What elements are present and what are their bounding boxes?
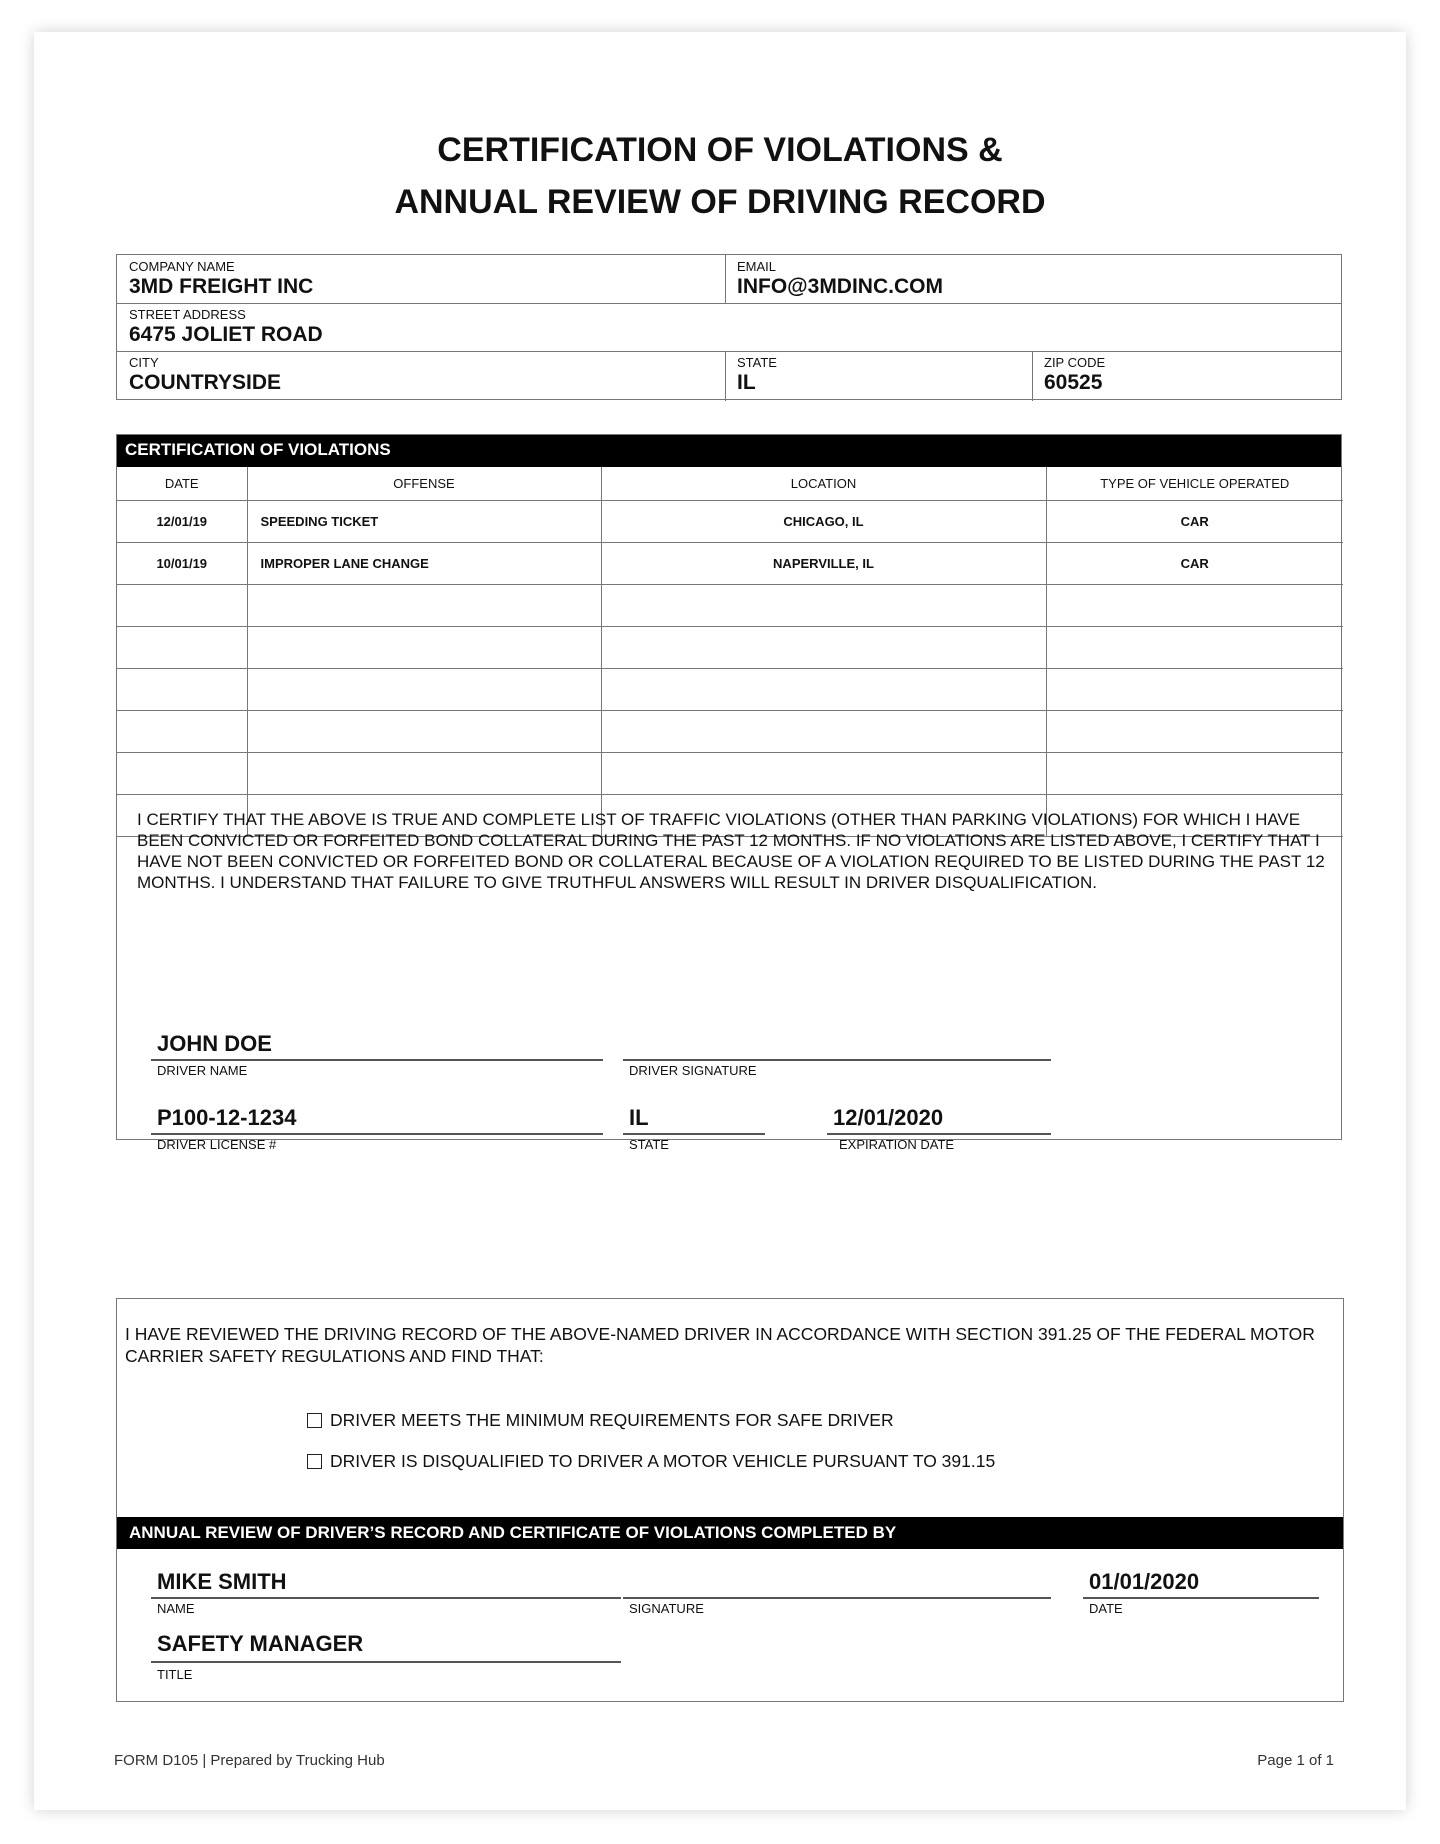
review-date-line [1083,1597,1319,1599]
review-statement: I HAVE REVIEWED THE DRIVING RECORD OF THE ABOVE-NAMED DRIVER IN ACCORDANCE WITH SECTION 391.25 OF THE FEDERAL MOTOR CARRIER SAFETY REGULATIONS AND FIND THAT: [125,1324,1315,1366]
driver-signature-line [623,1059,1051,1061]
date-cell[interactable] [117,711,247,753]
driver-name-label: DRIVER NAME [157,1063,248,1078]
completed-by-heading: ANNUAL REVIEW OF DRIVER’S RECORD AND CERTIFICATE OF VIOLATIONS COMPLETED BY [117,1517,1343,1549]
location-cell[interactable] [601,669,1046,711]
email-field[interactable] [725,255,1343,299]
safe-driver-checkbox[interactable] [307,1413,322,1428]
driver-license-value[interactable]: P100-12-1234 [157,1105,297,1130]
reviewer-title-label: TITLE [157,1667,193,1682]
driver-name-line [151,1059,603,1061]
offense-cell[interactable] [247,669,601,711]
company-info-box [116,254,1342,400]
zip-field[interactable] [1032,351,1343,395]
offense-cell[interactable] [247,585,601,627]
expiration-date-label: EXPIRATION DATE [839,1137,955,1152]
disqualified-option[interactable] [307,1450,995,1472]
location-cell[interactable] [601,753,1046,795]
street-address-field[interactable] [117,303,1343,347]
license-state-label: STATE [629,1137,669,1152]
state-field[interactable] [725,351,1032,395]
street-address-label: STREET ADDRESS [129,307,246,322]
violations-table [117,467,1343,837]
reviewer-signature-label: SIGNATURE [629,1601,704,1616]
license-state-value[interactable]: IL [629,1105,649,1130]
title-line-1: CERTIFICATION OF VIOLATIONS & [437,131,1003,169]
state-label: STATE [737,355,777,370]
column-header-location: LOCATION [601,467,1046,501]
company-name-field[interactable] [117,255,725,299]
zip-value: 60525 [1044,371,1103,394]
reviewer-name-label: NAME [157,1601,195,1616]
reviewer-title-line [151,1661,621,1663]
disqualified-checkbox[interactable] [307,1454,322,1469]
location-cell[interactable] [601,585,1046,627]
column-header-date: DATE [117,467,247,501]
driver-license-label: DRIVER LICENSE # [157,1137,277,1152]
city-field[interactable] [117,351,725,395]
table-row [117,711,1343,753]
date-cell[interactable] [117,627,247,669]
reviewer-signature-line[interactable] [623,1597,1051,1599]
footer-form-id: FORM D105 | Prepared by Trucking Hub [114,1752,385,1769]
offense-cell[interactable]: SPEEDING TICKET [247,501,601,543]
offense-cell[interactable] [247,711,601,753]
violations-heading: CERTIFICATION OF VIOLATIONS [117,435,1341,467]
driver-name-value[interactable]: JOHN DOE [157,1031,272,1056]
review-date-value[interactable]: 01/01/2020 [1089,1569,1200,1594]
state-value: IL [737,371,756,394]
vehicle-type-cell[interactable] [1046,711,1343,753]
form-page [34,32,1406,1810]
date-cell[interactable]: 10/01/19 [117,543,247,585]
safe-driver-option-label: DRIVER MEETS THE MINIMUM REQUIREMENTS FOR SAFE DRIVER [330,1410,894,1430]
violations-header-row [117,467,1343,501]
location-cell[interactable] [601,627,1046,669]
driver-signature-label: DRIVER SIGNATURE [629,1063,757,1078]
column-header-offense: OFFENSE [247,467,601,501]
street-address-value: 6475 JOLIET ROAD [129,323,323,346]
vehicle-type-cell[interactable] [1046,585,1343,627]
driver-license-line [151,1133,603,1135]
table-row [117,501,1343,543]
expiration-date-value[interactable]: 12/01/2020 [833,1105,944,1130]
date-cell[interactable] [117,753,247,795]
email-value: INFO@3MDINC.COM [737,275,943,298]
email-label: EMAIL [737,259,777,274]
table-row [117,753,1343,795]
reviewer-title-value[interactable]: SAFETY MANAGER [157,1631,364,1656]
vehicle-type-cell[interactable] [1046,753,1343,795]
vehicle-type-cell[interactable] [1046,627,1343,669]
form-title [34,124,1406,228]
footer-page-number: Page 1 of 1 [1257,1752,1334,1769]
city-label: CITY [129,355,159,370]
company-name-label: COMPANY NAME [129,259,235,274]
vehicle-type-cell[interactable]: CAR [1046,543,1343,585]
table-row [117,585,1343,627]
expiration-date-line [827,1133,1051,1135]
table-row [117,669,1343,711]
location-cell[interactable] [601,711,1046,753]
date-cell[interactable]: 12/01/19 [117,501,247,543]
title-line-2: ANNUAL REVIEW OF DRIVING RECORD [394,183,1046,221]
offense-cell[interactable]: IMPROPER LANE CHANGE [247,543,601,585]
table-row [117,627,1343,669]
reviewer-name-value[interactable]: MIKE SMITH [157,1569,287,1594]
table-row [117,543,1343,585]
city-value: COUNTRYSIDE [129,371,282,394]
vehicle-type-cell[interactable]: CAR [1046,501,1343,543]
disqualified-option-label: DRIVER IS DISQUALIFIED TO DRIVER A MOTOR VEHICLE PURSUANT TO 391.15 [330,1451,996,1471]
location-cell[interactable]: CHICAGO, IL [601,501,1046,543]
company-name-value: 3MD FREIGHT INC [129,275,314,298]
date-cell[interactable] [117,669,247,711]
offense-cell[interactable] [247,627,601,669]
violations-section [116,434,1342,1152]
reviewer-name-line [151,1597,621,1599]
date-cell[interactable] [117,585,247,627]
review-date-label: DATE [1089,1601,1123,1616]
zip-label: ZIP CODE [1044,355,1106,370]
safe-driver-option[interactable] [307,1409,894,1431]
column-header-vehicle-type: TYPE OF VEHICLE OPERATED [1046,467,1343,501]
license-state-line [623,1133,765,1135]
review-section [116,1298,1344,1702]
vehicle-type-cell[interactable] [1046,669,1343,711]
offense-cell[interactable] [247,753,601,795]
certification-statement: I CERTIFY THAT THE ABOVE IS TRUE AND COMPLETE LIST OF TRAFFIC VIOLATIONS (OTHER THAN PARKING VIOLATIONS) FOR WHICH I HAVE BEEN CONVICTED OR FORFEITED BOND COLLATERAL DURING THE PAST 12 MONTHS. IF NO VIOLATIONS ARE LISTED ABOVE, I CERTIFY THAT I HAVE NOT BEEN CONVICTED OR FORFEITED BOND OR COLLATERAL BECAUSE OF A VIOLATION REQUIRED TO BE LISTED DURING THE PAST 12 MONTHS. I UNDERSTAND THAT FAILURE TO GIVE TRUTHFUL ANSWERS WILL RESULT IN DRIVER DISQUALIFICATION. [137,810,1325,892]
location-cell[interactable]: NAPERVILLE, IL [601,543,1046,585]
